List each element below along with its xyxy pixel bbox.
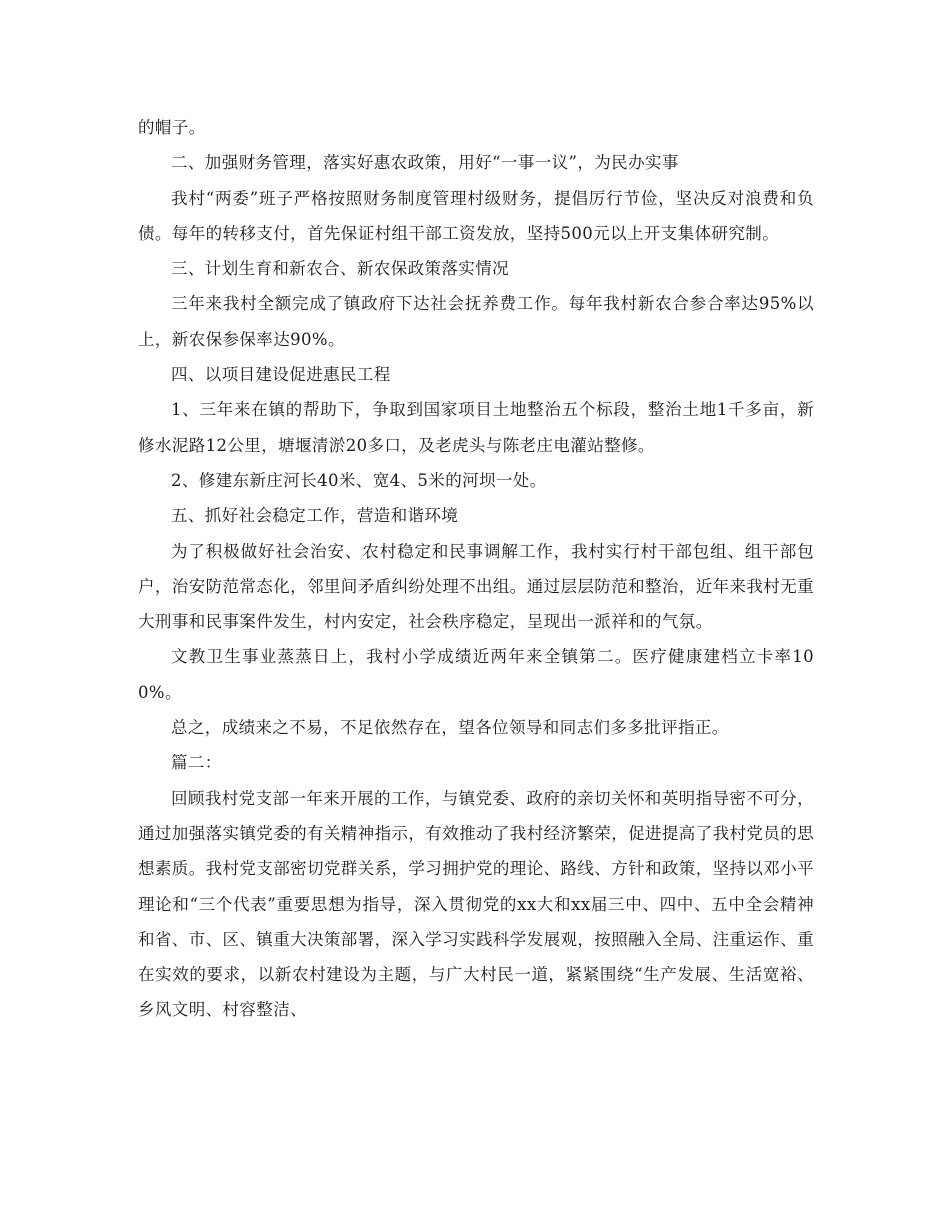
list-item: 1、三年来在镇的帮助下，争取到国家项目土地整治五个标段，整治土地1千多亩，新修水泥路12公里，塘堰清淤20多口，及老虎头与陈老庄电灌站整修。 [138,400,814,455]
list-item: 2、修建东新庄河长40米、宽4、5米的河坝一处。 [171,470,547,490]
paragraph: 总之，成绩来之不易，不足依然存在，望各位领导和同志们多多批评指正。 [171,718,729,738]
paragraph: 为了积极做好社会治安、农村稳定和民事调解工作，我村实行村干部包组、组干部包户，治安防范常态化，邻里间矛盾纠纷处理不出组。通过层层防范和整治，近年来我村无重大刑事和民事案件发生，村内安定，社会秩序稳定，呈现出一派祥和的气氛。 [138,541,814,632]
paragraph: 回顾我村党支部一年来开展的工作，与镇党委、政府的亲切关怀和英明指导密不可分，通过加强落实镇党委的有关精神指示，有效推动了我村经济繁荣，促进提高了我村党员的思想素质。我村党支部密切党群关系，学习拥护党的理论、路线、方针和政策，坚持以邓小平理论和“三个代表”重要思想为指导，深入贯彻党的xx大和xx届三中、四中、五中全会精神和省、市、区、镇重大决策部署，深入学习实践科学发展观，按照融入全局、注重运作、重在实效的要求，以新农村建设为主题，与广大村民一道，紧紧围绕“生产发展、生活宽裕、乡风文明、村容整洁、 [138,788,814,1020]
paragraph: 三年来我村全额完成了镇政府下达社会抚养费工作。每年我村新农合参合率达95%以上，新农保参保率达90%。 [138,294,814,349]
document-body [138,110,814,1028]
section-heading-3: 三、计划生育和新农合、新农保政策落实情况 [171,259,509,279]
section-heading-5: 五、抓好社会稳定工作，营造和谐环境 [171,506,459,526]
paragraph-continuation: 的帽子。 [138,118,206,137]
part-heading: 篇二： [171,753,222,773]
section-heading-2: 二、加强财务管理，落实好惠农政策，用好“一事一议”，为民办实事 [171,153,679,173]
paragraph: 我村“两委”班子严格按照财务制度管理村级财务，提倡厉行节俭，坚决反对浪费和负债。每年的转移支付，首先保证村组干部工资发放，坚持500元以上开支集体研究制。 [138,188,814,243]
paragraph: 文教卫生事业蒸蒸日上，我村小学成绩近两年来全镇第二。医疗健康建档立卡率100%。 [138,647,814,702]
section-heading-4: 四、以项目建设促进惠民工程 [171,365,391,385]
